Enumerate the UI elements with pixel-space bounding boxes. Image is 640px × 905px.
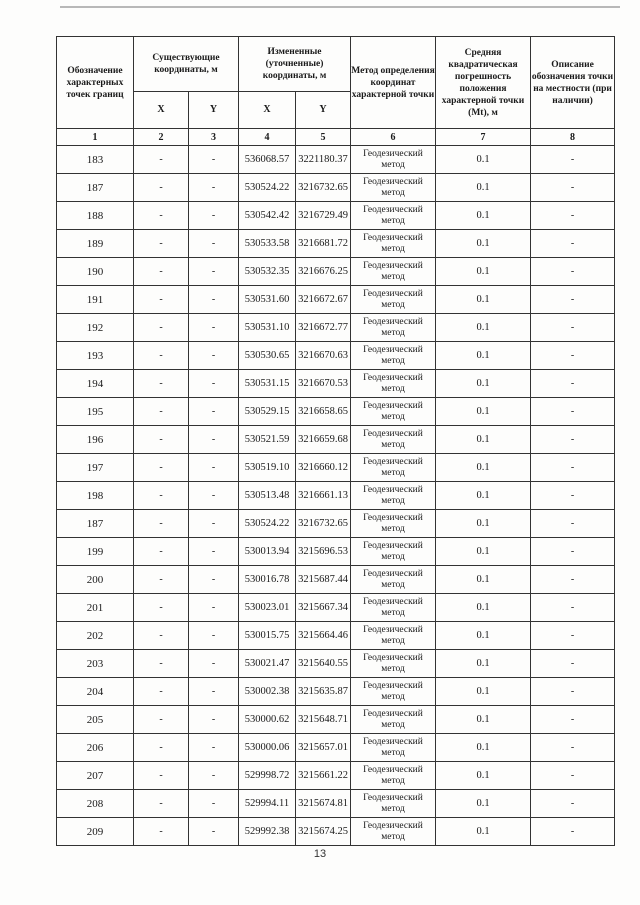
table-row: [57, 174, 615, 202]
description-cell: -: [531, 650, 615, 678]
existing-y-cell: -: [189, 510, 239, 538]
existing-x-cell: -: [134, 146, 189, 174]
changed-x-cell: 530542.42: [239, 202, 296, 230]
description-cell: -: [531, 510, 615, 538]
table-row: [57, 510, 615, 538]
page-number: 13: [313, 848, 327, 860]
point-number-cell: 208: [57, 790, 134, 818]
existing-x-cell: -: [134, 202, 189, 230]
existing-x-cell: -: [134, 678, 189, 706]
method-cell: Геодезический метод: [351, 202, 436, 230]
changed-x-cell: 530013.94: [239, 538, 296, 566]
table-row: [57, 538, 615, 566]
changed-x-cell: 530015.75: [239, 622, 296, 650]
existing-y-cell: -: [189, 818, 239, 846]
existing-y-cell: -: [189, 538, 239, 566]
accuracy-cell: 0.1: [436, 426, 531, 454]
existing-y-cell: -: [189, 678, 239, 706]
changed-x-cell: 530000.06: [239, 734, 296, 762]
description-cell: -: [531, 734, 615, 762]
changed-x-cell: 530513.48: [239, 482, 296, 510]
changed-y-cell: 3215664.46: [296, 622, 351, 650]
existing-x-cell: -: [134, 314, 189, 342]
existing-y-cell: -: [189, 230, 239, 258]
accuracy-cell: 0.1: [436, 818, 531, 846]
accuracy-cell: 0.1: [436, 398, 531, 426]
method-cell: Геодезический метод: [351, 370, 436, 398]
changed-y-cell: 3216670.63: [296, 342, 351, 370]
column-number: 6: [351, 129, 436, 146]
method-cell: Геодезический метод: [351, 314, 436, 342]
existing-x-cell: -: [134, 566, 189, 594]
existing-x-cell: -: [134, 650, 189, 678]
method-cell: Геодезический метод: [351, 398, 436, 426]
table-row: [57, 146, 615, 174]
existing-x-cell: -: [134, 230, 189, 258]
header-accuracy: Средняя квадратическая погрешность положения характерной точки (Mt), м: [436, 37, 531, 129]
changed-y-cell: 3216661.13: [296, 482, 351, 510]
method-cell: Геодезический метод: [351, 594, 436, 622]
description-cell: -: [531, 146, 615, 174]
changed-y-cell: 3221180.37: [296, 146, 351, 174]
existing-x-cell: -: [134, 510, 189, 538]
point-number-cell: 189: [57, 230, 134, 258]
accuracy-cell: 0.1: [436, 538, 531, 566]
existing-x-cell: -: [134, 342, 189, 370]
point-number-cell: 190: [57, 258, 134, 286]
accuracy-cell: 0.1: [436, 678, 531, 706]
changed-y-cell: 3216732.65: [296, 174, 351, 202]
changed-y-cell: 3215687.44: [296, 566, 351, 594]
point-number-cell: 209: [57, 818, 134, 846]
method-cell: Геодезический метод: [351, 342, 436, 370]
method-cell: Геодезический метод: [351, 230, 436, 258]
method-cell: Геодезический метод: [351, 734, 436, 762]
method-cell: Геодезический метод: [351, 146, 436, 174]
accuracy-cell: 0.1: [436, 258, 531, 286]
changed-x-cell: 530002.38: [239, 678, 296, 706]
accuracy-cell: 0.1: [436, 286, 531, 314]
point-number-cell: 187: [57, 174, 134, 202]
table-row: [57, 734, 615, 762]
description-cell: -: [531, 454, 615, 482]
changed-y-cell: 3216672.77: [296, 314, 351, 342]
description-cell: -: [531, 622, 615, 650]
point-number-cell: 206: [57, 734, 134, 762]
description-cell: -: [531, 174, 615, 202]
description-cell: -: [531, 566, 615, 594]
existing-x-cell: -: [134, 174, 189, 202]
changed-y-cell: 3215657.01: [296, 734, 351, 762]
existing-y-cell: -: [189, 146, 239, 174]
table-row: [57, 762, 615, 790]
description-cell: -: [531, 482, 615, 510]
description-cell: -: [531, 818, 615, 846]
existing-y-cell: -: [189, 594, 239, 622]
column-number: 3: [189, 129, 239, 146]
accuracy-cell: 0.1: [436, 230, 531, 258]
method-cell: Геодезический метод: [351, 258, 436, 286]
changed-x-cell: 530529.15: [239, 398, 296, 426]
changed-y-cell: 3216670.53: [296, 370, 351, 398]
point-number-cell: 204: [57, 678, 134, 706]
changed-x-cell: 529998.72: [239, 762, 296, 790]
existing-x-cell: -: [134, 398, 189, 426]
accuracy-cell: 0.1: [436, 594, 531, 622]
changed-y-cell: 3216681.72: [296, 230, 351, 258]
point-number-cell: 193: [57, 342, 134, 370]
changed-x-cell: 530524.22: [239, 510, 296, 538]
table-row: [57, 202, 615, 230]
changed-x-cell: 530533.58: [239, 230, 296, 258]
changed-y-cell: 3216729.49: [296, 202, 351, 230]
table-row: [57, 650, 615, 678]
existing-x-cell: -: [134, 258, 189, 286]
description-cell: -: [531, 342, 615, 370]
changed-x-cell: 530521.59: [239, 426, 296, 454]
accuracy-cell: 0.1: [436, 146, 531, 174]
changed-y-cell: 3215667.34: [296, 594, 351, 622]
changed-x-cell: 529994.11: [239, 790, 296, 818]
accuracy-cell: 0.1: [436, 482, 531, 510]
existing-y-cell: -: [189, 258, 239, 286]
changed-y-cell: 3216732.65: [296, 510, 351, 538]
description-cell: -: [531, 314, 615, 342]
changed-x-cell: 530000.62: [239, 706, 296, 734]
changed-x-cell: 530021.47: [239, 650, 296, 678]
existing-y-cell: -: [189, 426, 239, 454]
table-row: [57, 594, 615, 622]
method-cell: Геодезический метод: [351, 538, 436, 566]
table-row: [57, 818, 615, 846]
description-cell: -: [531, 678, 615, 706]
point-number-cell: 194: [57, 370, 134, 398]
coordinates-table: [56, 36, 615, 846]
existing-y-cell: -: [189, 734, 239, 762]
header-point-designation: Обозначение характерных точек границ: [57, 37, 134, 129]
method-cell: Геодезический метод: [351, 650, 436, 678]
existing-x-cell: -: [134, 762, 189, 790]
accuracy-cell: 0.1: [436, 370, 531, 398]
table-row: [57, 286, 615, 314]
method-cell: Геодезический метод: [351, 790, 436, 818]
table-row: [57, 230, 615, 258]
table-row: [57, 426, 615, 454]
changed-x-cell: 536068.57: [239, 146, 296, 174]
method-cell: Геодезический метод: [351, 762, 436, 790]
table-row: [57, 706, 615, 734]
point-number-cell: 188: [57, 202, 134, 230]
column-numbering-row: [57, 129, 615, 146]
changed-x-cell: 530531.10: [239, 314, 296, 342]
changed-x-cell: 530519.10: [239, 454, 296, 482]
changed-x-cell: 530532.35: [239, 258, 296, 286]
existing-x-cell: -: [134, 734, 189, 762]
changed-x-cell: 530530.65: [239, 342, 296, 370]
point-number-cell: 195: [57, 398, 134, 426]
existing-y-cell: -: [189, 202, 239, 230]
table-row: [57, 566, 615, 594]
description-cell: -: [531, 370, 615, 398]
header-existing-x: X: [134, 92, 189, 129]
accuracy-cell: 0.1: [436, 510, 531, 538]
changed-x-cell: 530531.15: [239, 370, 296, 398]
existing-y-cell: -: [189, 286, 239, 314]
table-row: [57, 678, 615, 706]
table-row: [57, 398, 615, 426]
description-cell: -: [531, 426, 615, 454]
table-row: [57, 370, 615, 398]
description-cell: -: [531, 790, 615, 818]
accuracy-cell: 0.1: [436, 790, 531, 818]
description-cell: -: [531, 398, 615, 426]
existing-y-cell: -: [189, 342, 239, 370]
method-cell: Геодезический метод: [351, 678, 436, 706]
description-cell: -: [531, 706, 615, 734]
existing-y-cell: -: [189, 174, 239, 202]
changed-y-cell: 3215674.81: [296, 790, 351, 818]
changed-y-cell: 3215648.71: [296, 706, 351, 734]
accuracy-cell: 0.1: [436, 202, 531, 230]
existing-x-cell: -: [134, 454, 189, 482]
existing-y-cell: -: [189, 706, 239, 734]
existing-x-cell: -: [134, 482, 189, 510]
header-existing-coordinates: Существующие координаты, м: [134, 37, 239, 92]
changed-y-cell: 3216676.25: [296, 258, 351, 286]
changed-y-cell: 3215661.22: [296, 762, 351, 790]
point-number-cell: 201: [57, 594, 134, 622]
header-changed-coordinates: Измененные (уточненные) координаты, м: [239, 37, 351, 92]
changed-y-cell: 3216658.65: [296, 398, 351, 426]
accuracy-cell: 0.1: [436, 314, 531, 342]
description-cell: -: [531, 230, 615, 258]
point-number-cell: 203: [57, 650, 134, 678]
point-number-cell: 183: [57, 146, 134, 174]
header-changed-y: Y: [296, 92, 351, 129]
description-cell: -: [531, 762, 615, 790]
accuracy-cell: 0.1: [436, 566, 531, 594]
existing-x-cell: -: [134, 538, 189, 566]
accuracy-cell: 0.1: [436, 762, 531, 790]
point-number-cell: 207: [57, 762, 134, 790]
existing-y-cell: -: [189, 398, 239, 426]
accuracy-cell: 0.1: [436, 650, 531, 678]
header-description: Описание обозначения точки на местности (при наличии): [531, 37, 615, 129]
column-number: 5: [296, 129, 351, 146]
method-cell: Геодезический метод: [351, 174, 436, 202]
changed-x-cell: 530531.60: [239, 286, 296, 314]
existing-y-cell: -: [189, 622, 239, 650]
existing-x-cell: -: [134, 426, 189, 454]
table-row: [57, 342, 615, 370]
scan-edge-line: [60, 6, 620, 8]
point-number-cell: 205: [57, 706, 134, 734]
accuracy-cell: 0.1: [436, 454, 531, 482]
changed-x-cell: 530016.78: [239, 566, 296, 594]
table-row: [57, 258, 615, 286]
accuracy-cell: 0.1: [436, 734, 531, 762]
changed-y-cell: 3215674.25: [296, 818, 351, 846]
existing-x-cell: -: [134, 594, 189, 622]
header-changed-x: X: [239, 92, 296, 129]
point-number-cell: 192: [57, 314, 134, 342]
existing-x-cell: -: [134, 790, 189, 818]
header-method: Метод определения координат характерной точки: [351, 37, 436, 129]
point-number-cell: 196: [57, 426, 134, 454]
existing-y-cell: -: [189, 482, 239, 510]
accuracy-cell: 0.1: [436, 706, 531, 734]
existing-y-cell: -: [189, 454, 239, 482]
accuracy-cell: 0.1: [436, 622, 531, 650]
changed-y-cell: 3216672.67: [296, 286, 351, 314]
column-number: 4: [239, 129, 296, 146]
existing-x-cell: -: [134, 622, 189, 650]
description-cell: -: [531, 286, 615, 314]
method-cell: Геодезический метод: [351, 286, 436, 314]
column-number: 2: [134, 129, 189, 146]
accuracy-cell: 0.1: [436, 174, 531, 202]
table-row: [57, 790, 615, 818]
changed-y-cell: 3215640.55: [296, 650, 351, 678]
point-number-cell: 187: [57, 510, 134, 538]
point-number-cell: 200: [57, 566, 134, 594]
description-cell: -: [531, 202, 615, 230]
header-existing-y: Y: [189, 92, 239, 129]
existing-y-cell: -: [189, 650, 239, 678]
method-cell: Геодезический метод: [351, 482, 436, 510]
changed-y-cell: 3215696.53: [296, 538, 351, 566]
table-row: [57, 314, 615, 342]
column-number: 7: [436, 129, 531, 146]
changed-y-cell: 3216659.68: [296, 426, 351, 454]
table-row: [57, 482, 615, 510]
method-cell: Геодезический метод: [351, 566, 436, 594]
existing-x-cell: -: [134, 370, 189, 398]
method-cell: Геодезический метод: [351, 426, 436, 454]
existing-x-cell: -: [134, 818, 189, 846]
method-cell: Геодезический метод: [351, 622, 436, 650]
table-row: [57, 622, 615, 650]
changed-x-cell: 530524.22: [239, 174, 296, 202]
method-cell: Геодезический метод: [351, 454, 436, 482]
changed-x-cell: 530023.01: [239, 594, 296, 622]
description-cell: -: [531, 594, 615, 622]
method-cell: Геодезический метод: [351, 510, 436, 538]
changed-x-cell: 529992.38: [239, 818, 296, 846]
column-number: 8: [531, 129, 615, 146]
existing-y-cell: -: [189, 370, 239, 398]
existing-y-cell: -: [189, 762, 239, 790]
point-number-cell: 198: [57, 482, 134, 510]
existing-y-cell: -: [189, 314, 239, 342]
accuracy-cell: 0.1: [436, 342, 531, 370]
point-number-cell: 202: [57, 622, 134, 650]
point-number-cell: 197: [57, 454, 134, 482]
changed-y-cell: 3216660.12: [296, 454, 351, 482]
table-row: [57, 454, 615, 482]
column-number: 1: [57, 129, 134, 146]
method-cell: Геодезический метод: [351, 818, 436, 846]
method-cell: Геодезический метод: [351, 706, 436, 734]
point-number-cell: 199: [57, 538, 134, 566]
existing-y-cell: -: [189, 566, 239, 594]
point-number-cell: 191: [57, 286, 134, 314]
existing-y-cell: -: [189, 790, 239, 818]
existing-x-cell: -: [134, 706, 189, 734]
changed-y-cell: 3215635.87: [296, 678, 351, 706]
description-cell: -: [531, 258, 615, 286]
description-cell: -: [531, 538, 615, 566]
existing-x-cell: -: [134, 286, 189, 314]
